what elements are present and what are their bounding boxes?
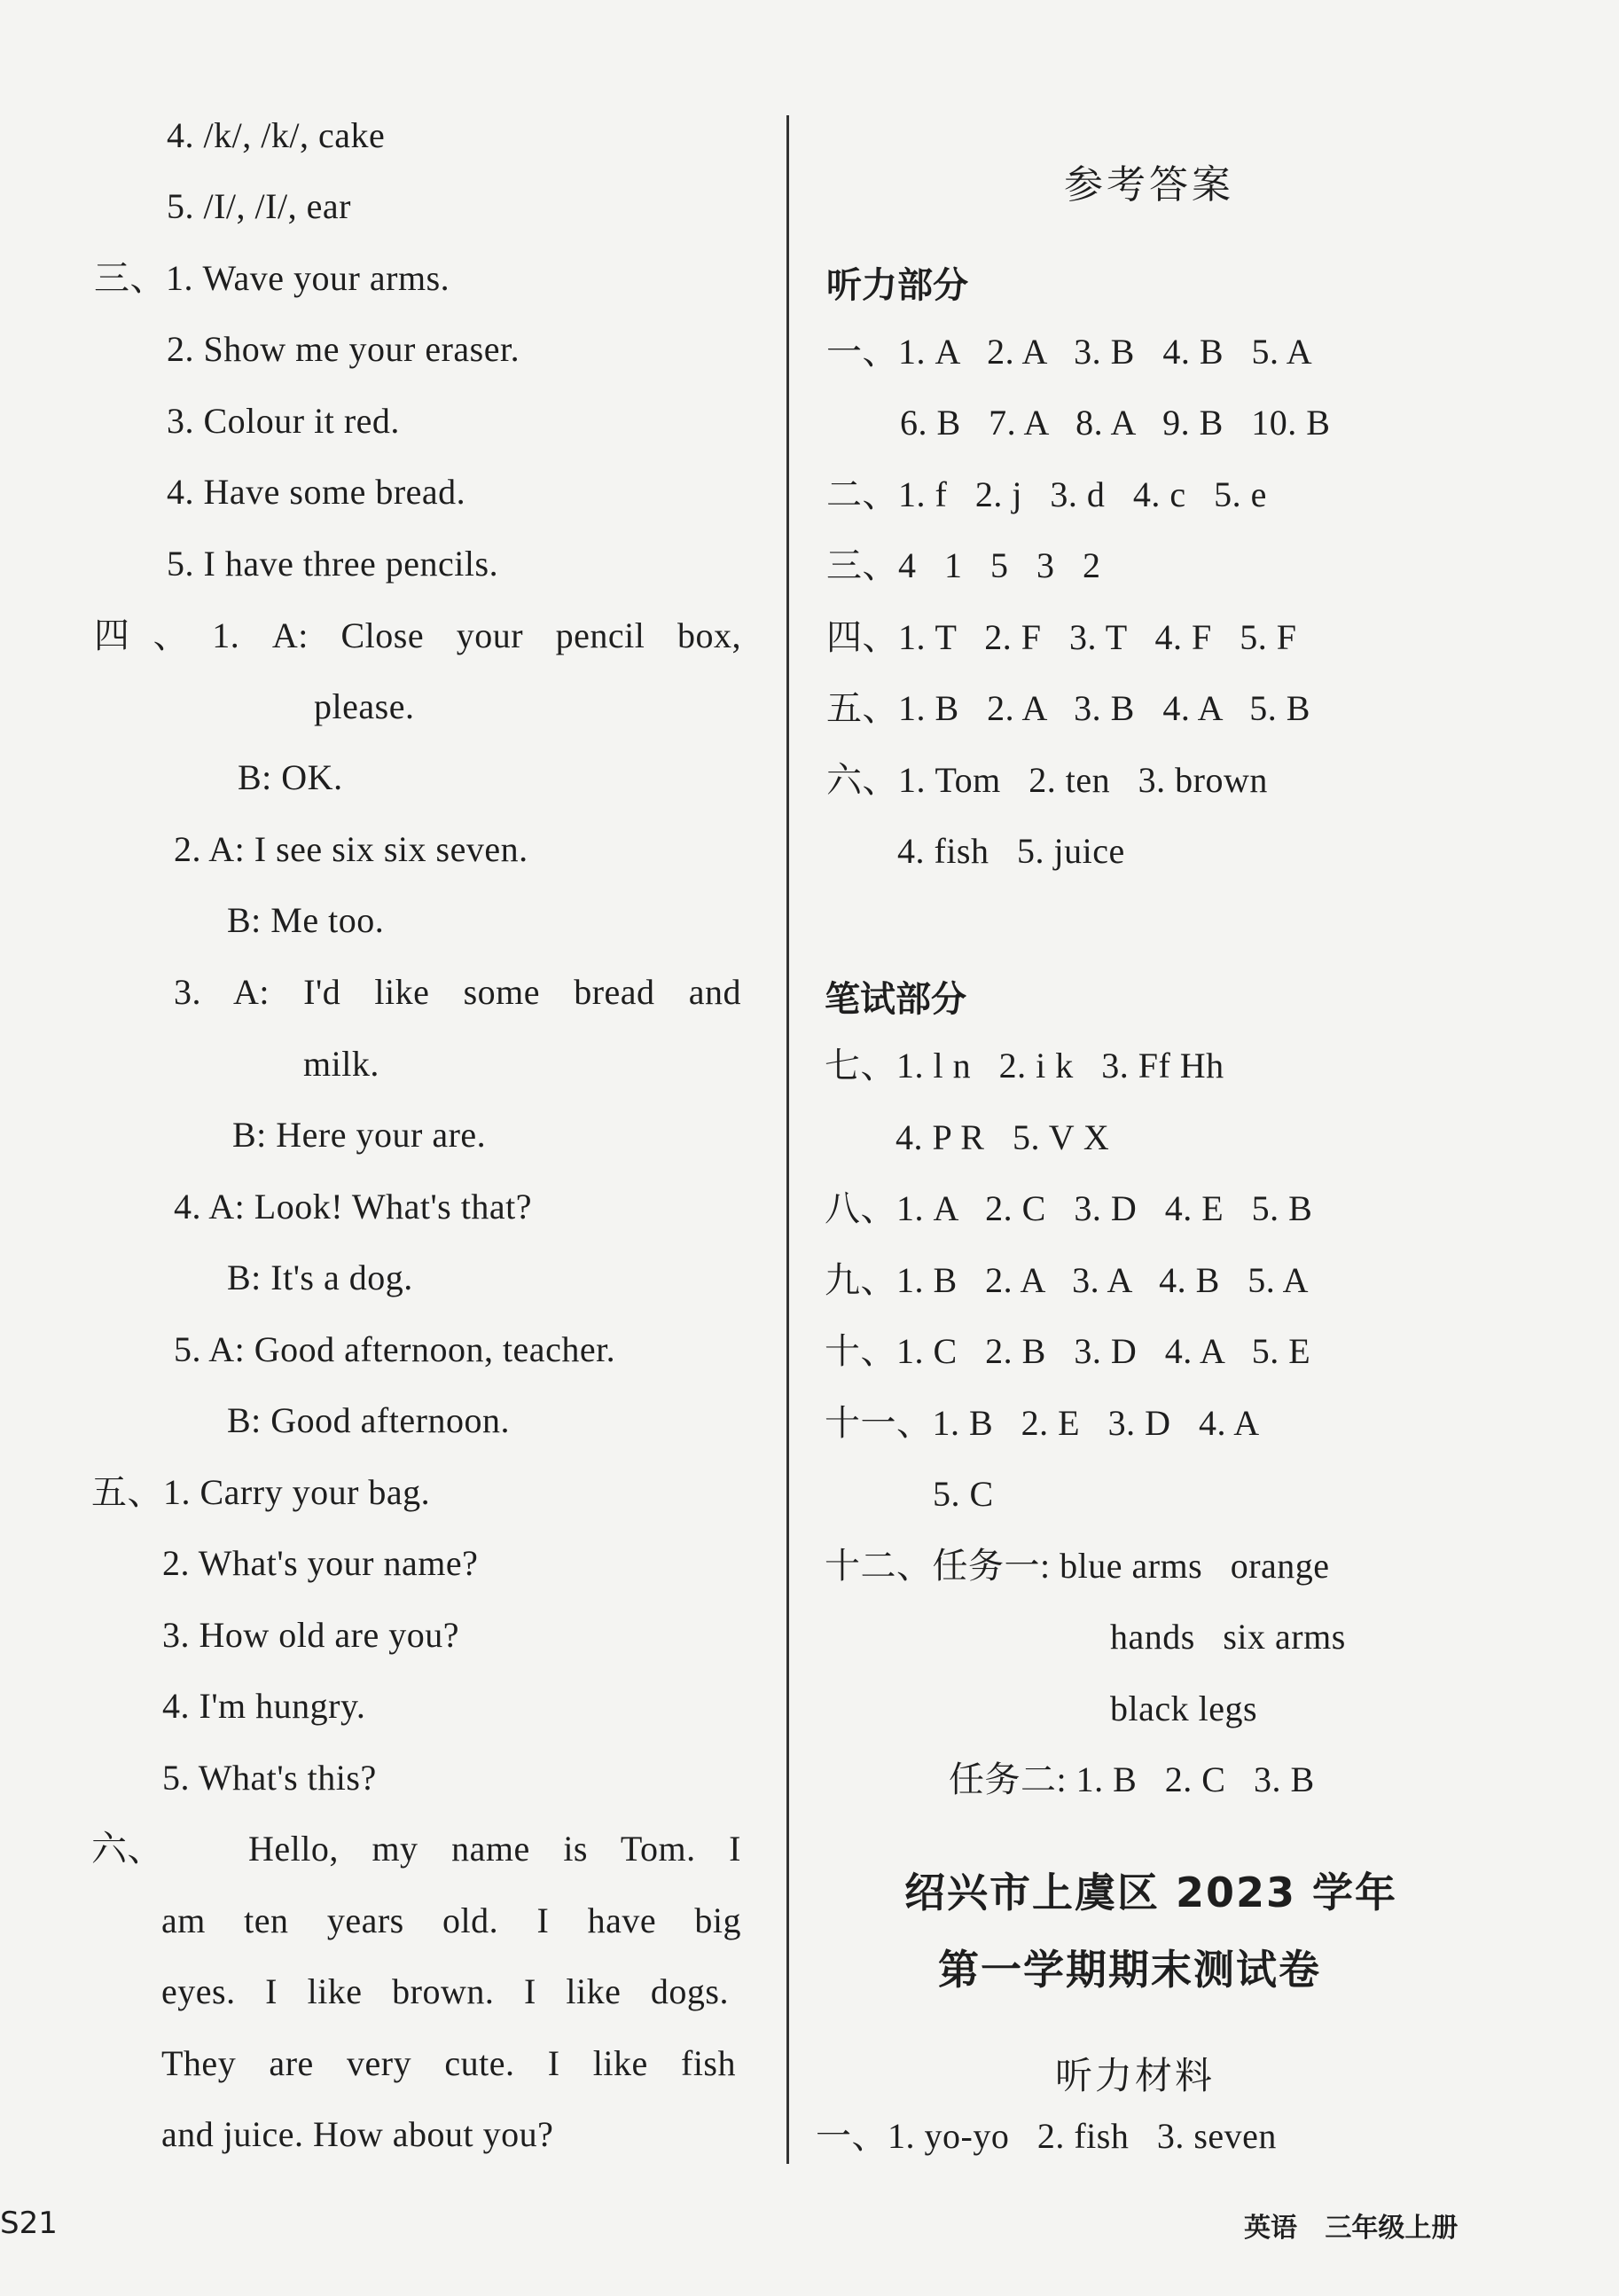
right-line: 二、1. f 2. j 3. d 4. c 5. e	[826, 474, 1267, 514]
left-line: 4. /k/, /k/, cake	[167, 115, 386, 155]
right-line: 九、1. B 2. A 3. A 4. B 5. A	[825, 1260, 1309, 1300]
left-line: 2. Show me your eraser.	[167, 329, 520, 369]
left-line: B: Good afternoon.	[227, 1400, 510, 1440]
right-line: 5. C	[933, 1474, 994, 1514]
answer-title: 参考答案	[1064, 162, 1234, 208]
listening-heading: 听力部分	[826, 265, 968, 306]
right-line: 一、1. yo-yo 2. fish 3. seven	[816, 2116, 1277, 2156]
right-line: 八、1. A 2. C 3. D 4. E 5. B	[825, 1188, 1313, 1228]
right-line: 4. P R 5. V X	[896, 1117, 1110, 1157]
left-line: 2. What's your name?	[162, 1543, 479, 1583]
left-line: 2. A: I see six six seven.	[174, 829, 528, 869]
right-line: 七、1. l n 2. i k 3. Ff Hh	[825, 1046, 1224, 1085]
left-line: 5. What's this?	[162, 1758, 377, 1798]
left-line: 4. Have some bread.	[167, 472, 466, 512]
left-line: 4. A: Look! What's that?	[174, 1187, 532, 1226]
left-line: B: Here your are.	[232, 1115, 487, 1155]
right-line: 一、1. A 2. A 3. B 4. B 5. A	[826, 332, 1313, 372]
left-line: 5. A: Good afternoon, teacher.	[174, 1329, 616, 1369]
left-line: am ten years old. I have big	[161, 1900, 741, 1940]
left-line: B: Me too.	[227, 900, 385, 940]
left-line: 四、1. A: Close your pencil box,	[94, 615, 741, 655]
right-line: 三、4 1 5 3 2	[826, 545, 1101, 585]
material-heading: 听力材料	[1055, 2054, 1216, 2097]
left-line: 5. /I/, /I/, ear	[167, 186, 351, 226]
left-line: B: OK.	[238, 757, 343, 797]
right-line: 六、1. Tom 2. ten 3. brown	[826, 760, 1268, 800]
left-line: 五、1. Carry your bag.	[91, 1472, 431, 1512]
left-line: Hello, my name is Tom. I	[248, 1829, 741, 1869]
left-line: eyes. I like brown. I like dogs.	[161, 1971, 729, 2011]
right-line: 五、1. B 2. A 3. B 4. A 5. B	[826, 688, 1310, 728]
right-line: 十、1. C 2. B 3. D 4. A 5. E	[825, 1331, 1311, 1371]
exam-title-line-2: 第一学期期末测试卷	[938, 1946, 1321, 1994]
written-heading: 笔试部分	[825, 979, 966, 1020]
left-line: 三、1. Wave your arms.	[94, 258, 450, 298]
left-line: They are very cute. I like fish	[161, 2043, 736, 2083]
right-line: hands six arms	[1110, 1617, 1346, 1657]
left-line: and juice. How about you?	[161, 2114, 554, 2154]
right-line: 四、1. T 2. F 3. T 4. F 5. F	[826, 617, 1297, 657]
left-line: 3. Colour it red.	[167, 401, 400, 441]
book-label: 英语 三年级上册	[1244, 2213, 1459, 2244]
left-line: 3. How old are you?	[162, 1615, 459, 1655]
right-line: 十一、1. B 2. E 3. D 4. A	[825, 1403, 1260, 1443]
left-line: 5. I have three pencils.	[167, 544, 499, 584]
column-divider	[786, 115, 789, 2164]
right-line: 6. B 7. A 8. A 9. B 10. B	[900, 403, 1331, 443]
page-number: S21	[0, 2206, 58, 2241]
exam-title-line-1: 绍兴市上虞区 2023 学年	[904, 1869, 1398, 1916]
right-line: 十二、任务一: blue arms orange	[825, 1546, 1330, 1586]
left-line: 六、	[91, 1829, 163, 1869]
right-line: black legs	[1110, 1689, 1258, 1728]
left-line: please.	[314, 686, 415, 726]
right-line: 任务二: 1. B 2. C 3. B	[949, 1759, 1315, 1799]
left-line: B: It's a dog.	[227, 1258, 413, 1297]
left-line: 3. A: I'd like some bread and	[174, 972, 741, 1012]
right-line: 4. fish 5. juice	[897, 831, 1125, 871]
left-line: milk.	[303, 1044, 379, 1084]
left-line: 4. I'm hungry.	[162, 1686, 366, 1726]
